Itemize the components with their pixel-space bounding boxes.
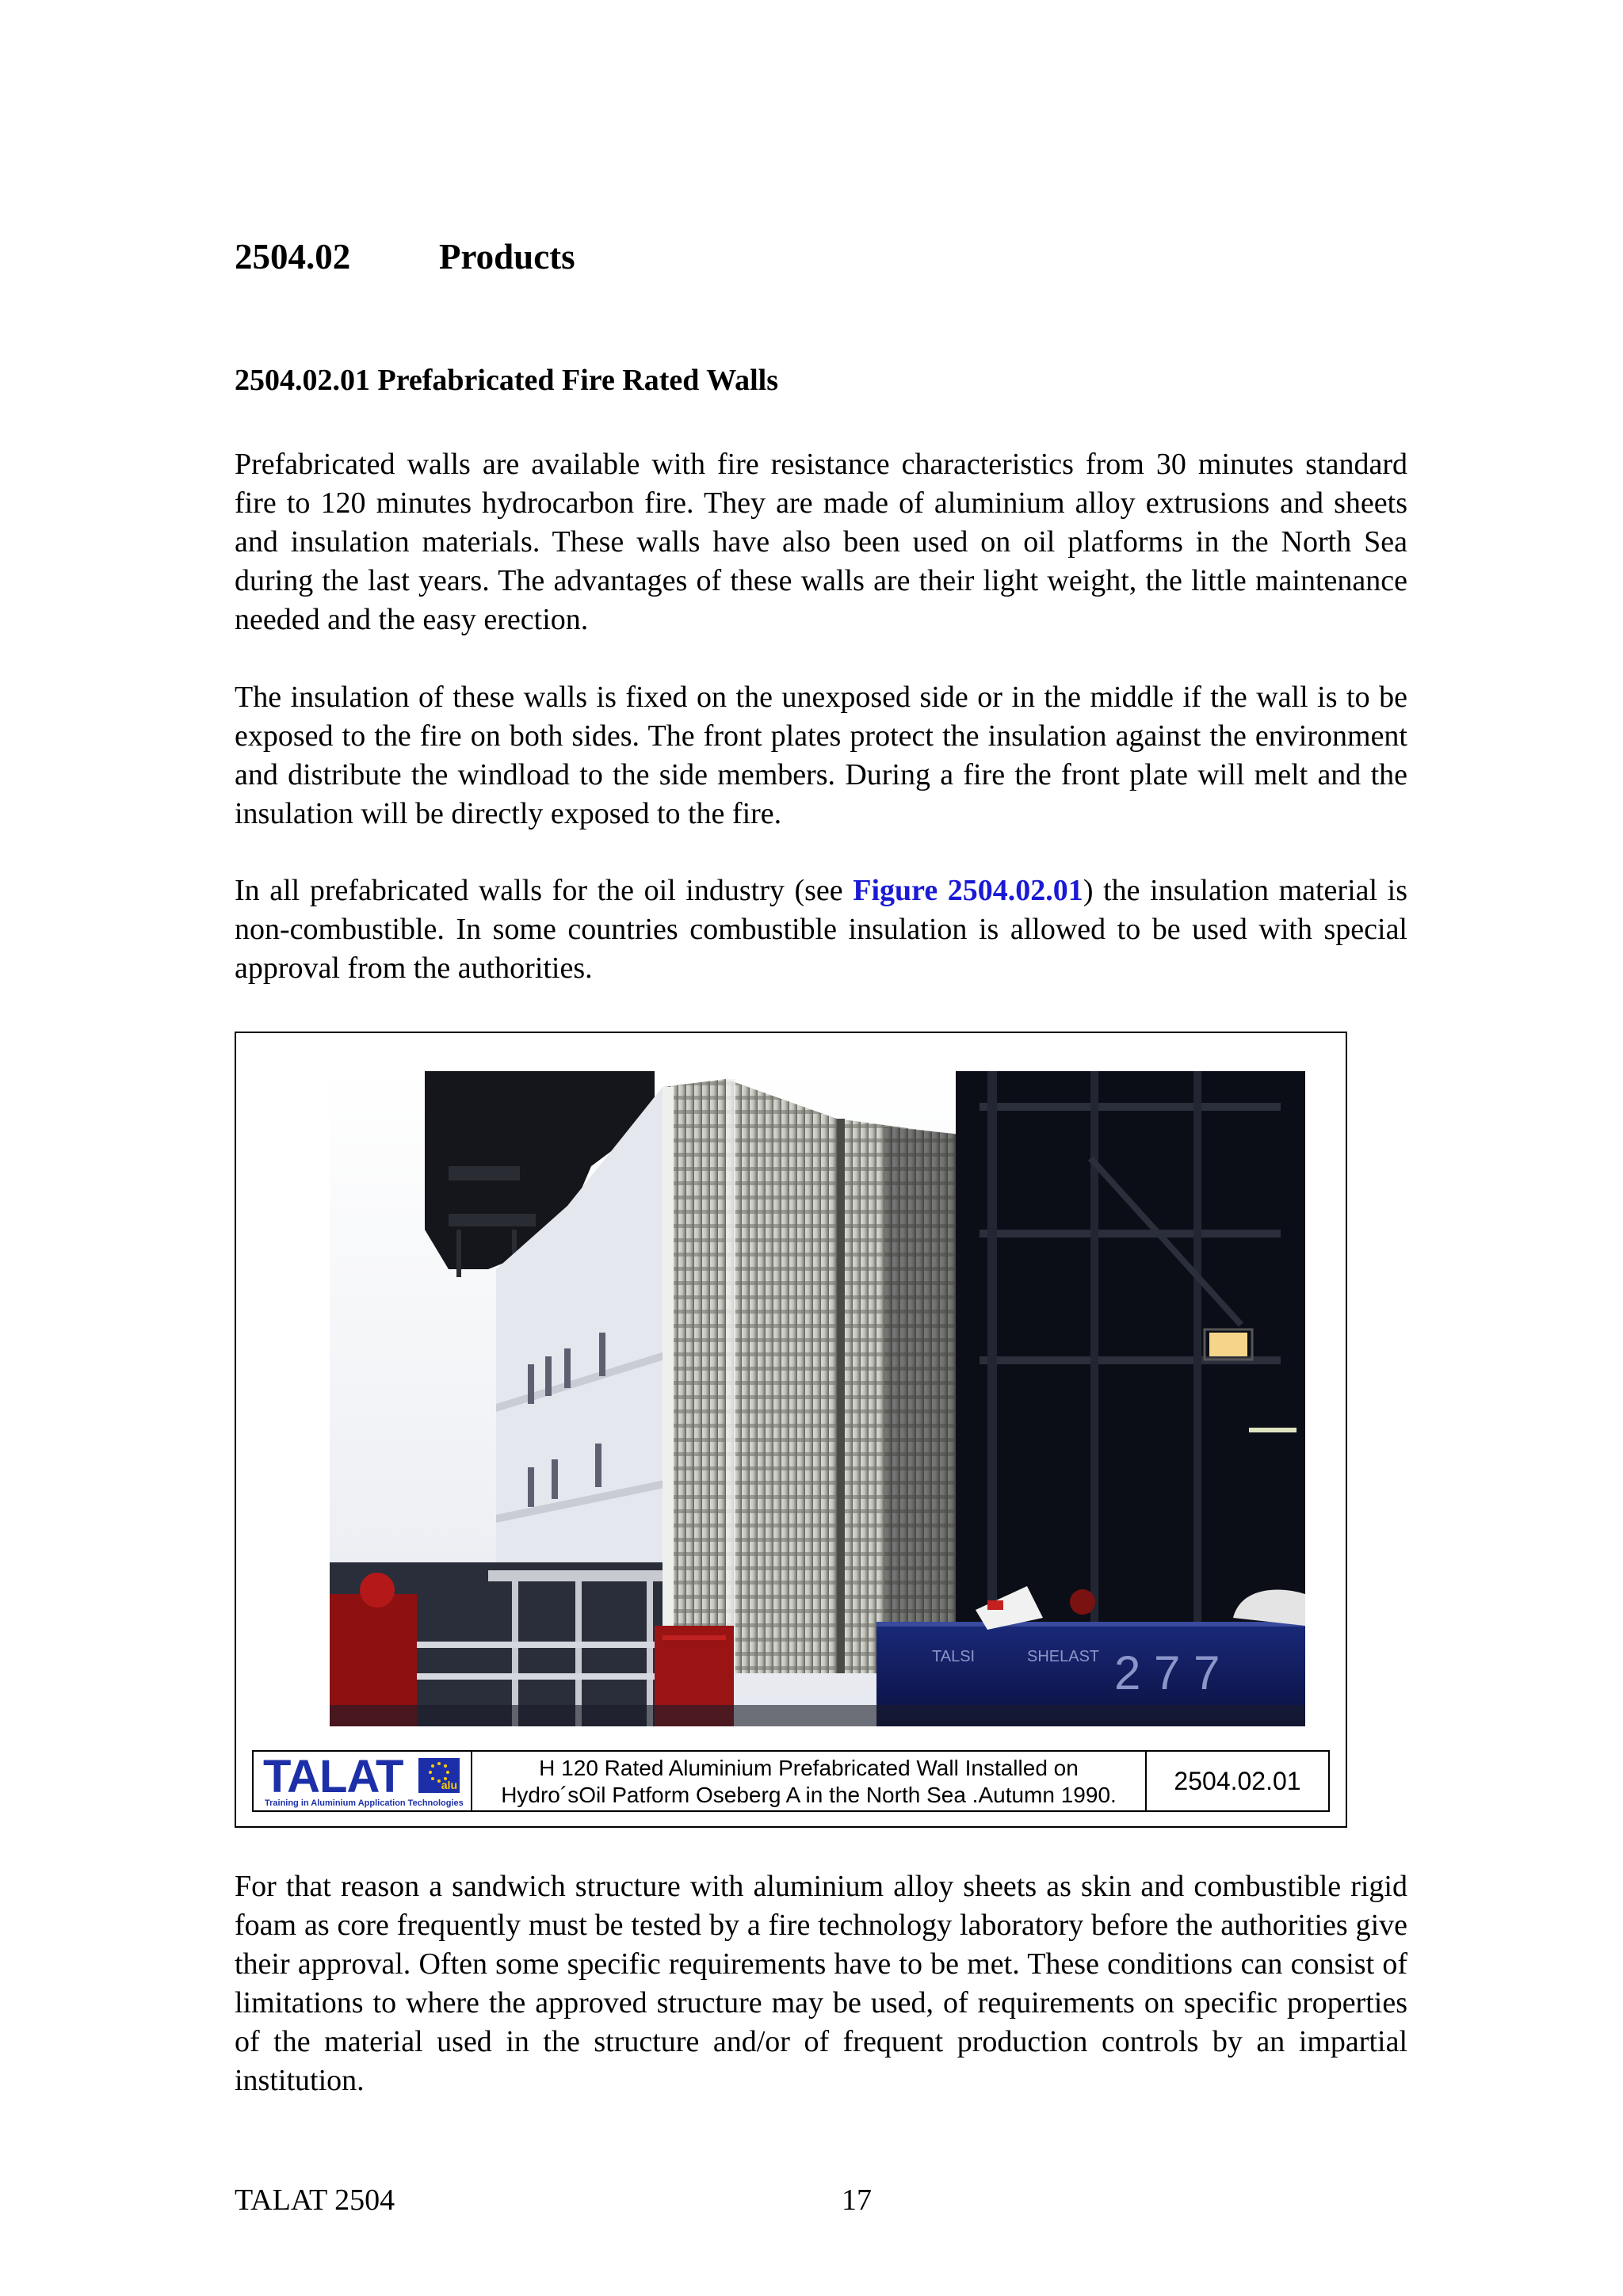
- figure-photo: [330, 1071, 1305, 1726]
- talat-logo-word: TALAT: [263, 1751, 403, 1802]
- figure-caption-bar: [252, 1750, 1330, 1812]
- figure-caption: [472, 1752, 1147, 1810]
- paragraph-3-end: ) the insulation material is non-combustible. In some countries combustible insulation is allowed to be used with special approval from the authorities.: [235, 874, 1408, 985]
- figure-reference-link[interactable]: Figure 2504.02.01: [853, 874, 1083, 907]
- figure-number: 2504.02.01: [1174, 1767, 1301, 1795]
- paragraph-1: Prefabricated walls are available with fire resistance characteristics from 30 minutes standard fire to 120 minutes hydrocarbon fire. They are made of aluminium alloy extrusions and sheets and insulation materials. These walls have also been used on oil platforms in the North Sea during the last years. The advantages of these walls are their light weight, the little maintenance needed and the easy erection.: [235, 448, 1407, 636]
- figure-caption-line-1: H 120 Rated Aluminium Prefabricated Wall Installed on: [539, 1756, 1079, 1780]
- container-marking-2: SHELAST: [1027, 1648, 1100, 1665]
- container-marking-1: TALSI: [932, 1648, 976, 1665]
- section-heading: [235, 233, 575, 280]
- figure-frame: [235, 1032, 1347, 1828]
- talat-logo: [254, 1752, 472, 1810]
- paragraph-2: The insulation of these walls is fixed on the unexposed side or in the middle if the wall is to be exposed to the fire on both sides. The front plates protect the insulation against the environment and distribute the windload to the side members. During a fire the front plate will melt and the insulation will be directly exposed to the fire.: [235, 681, 1407, 830]
- container-number: 2 7 7: [1114, 1646, 1220, 1699]
- footer-document-id: TALAT 2504: [235, 2183, 395, 2217]
- paragraph-4: For that reason a sandwich structure with aluminium alloy sheets as skin and combustible rigid foam as core frequently must be tested by a fire technology laboratory before the authorities give their approval. Often some specific requirements have to be met. These conditions can consist of limitations to where the approved structure may be used, of requirements on specific properties of the material used in the structure and/or of frequent production controls by an impartial institution.: [235, 1870, 1407, 2097]
- footer-page-number: 17: [842, 2183, 872, 2217]
- talat-logo-tagline: Training in Aluminium Application Technologies: [265, 1798, 464, 1808]
- platform-wall-photo-illustration: [330, 1071, 1305, 1726]
- section-number: 2504.02: [235, 237, 351, 277]
- eu-flag-icon: [418, 1758, 460, 1793]
- figure-caption-line-2: Hydro´sOil Patform Oseberg A in the North Sea .Autumn 1990.: [501, 1783, 1117, 1807]
- paragraph-3-start: In all prefabricated walls for the oil industry (see: [235, 874, 854, 907]
- section-title: Products: [439, 237, 575, 277]
- subsection-heading: 2504.02.01 Prefabricated Fire Rated Walls: [235, 364, 779, 397]
- paragraph-3: [235, 871, 1407, 988]
- logo-flag-text: alu: [441, 1779, 457, 1791]
